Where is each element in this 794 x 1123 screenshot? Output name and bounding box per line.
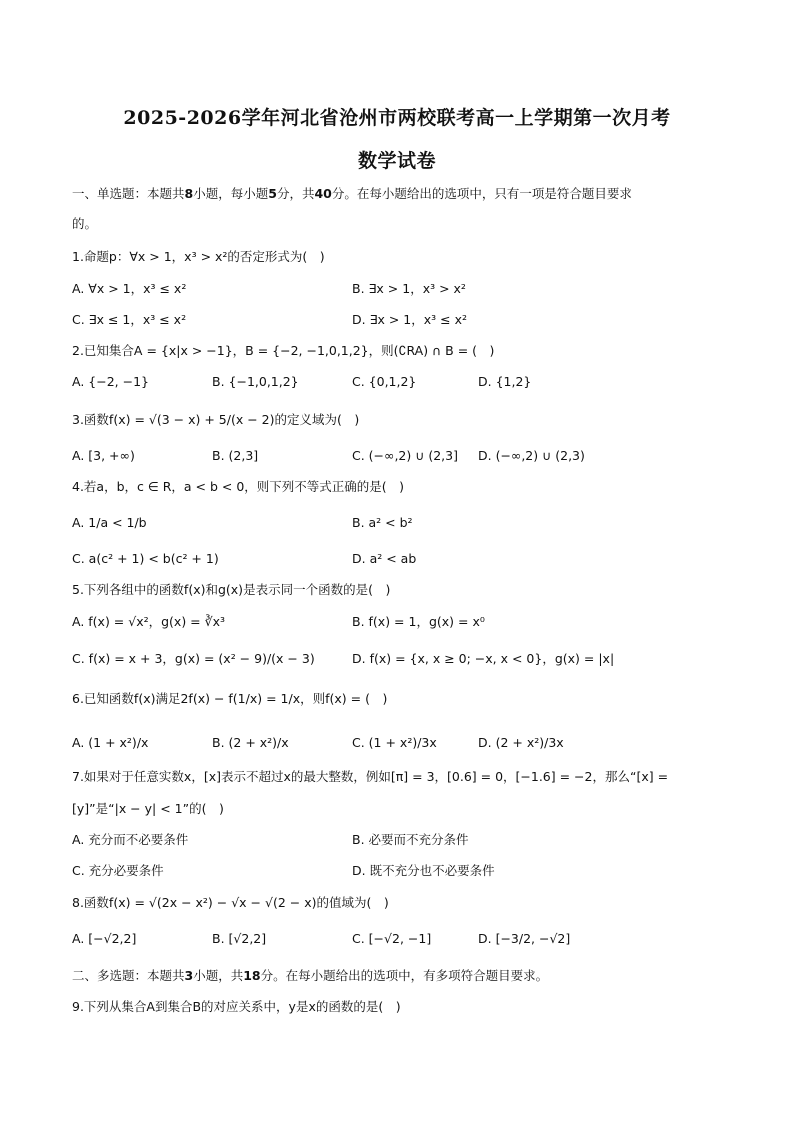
option-d: D. {1,2} [478,374,532,389]
option-c: C. f(x) = x + 3，g(x) = (x² − 9)/(x − 3) [72,651,315,666]
option-a: A. [3, +∞) [72,448,135,463]
option-c: C. [−√2, −1] [352,931,432,946]
question-5-options-row1 [72,612,732,632]
option-a: A. {−2, −1} [72,374,149,389]
option-d: D. a² < ab [352,551,417,566]
question-4-options-row1 [72,513,732,533]
option-b: B. ∃x > 1，x³ > x² [352,281,466,296]
option-b: B. a² < b² [352,515,413,530]
question-7-stem: 7.如果对于任意实数x，[x]表示不超过x的最大整数，例如[π] = 3，[0.6] = 0，[−1.6] = −2，那么“[x] = [72,769,669,784]
option-d: D. ∃x > 1，x³ ≤ x² [352,312,467,327]
question-7-options-row2 [72,861,732,881]
question-8-stem: 8.函数f(x) = √(2x − x²) − √x − √(2 − x)的值域为( ) [72,895,389,910]
option-d: D. [−3/2, −√2] [478,931,571,946]
option-a: A. (1 + x²)/x [72,735,149,750]
section1-heading-cont: 的。 [72,216,98,231]
question-6-stem: 6.已知函数f(x)满足2f(x) − f(1/x) = 1/x，则f(x) = ( ) [72,691,388,706]
option-b: B. f(x) = 1，g(x) = x⁰ [352,614,485,629]
exam-subtitle: 数学试卷 [357,150,436,172]
question-7-options-row1 [72,830,732,850]
question-1-stem: 1.命题p：∀x > 1，x³ > x²的否定形式为( ) [72,249,325,264]
question-6-options [72,733,732,753]
option-a: A. 充分而不必要条件 [72,832,189,847]
option-a: A. [−√2,2] [72,931,137,946]
question-1-options-row1 [72,279,732,299]
question-7-stem-cont: [y]”是“|x − y| < 1”的( ) [72,801,224,816]
option-c: C. (1 + x²)/3x [352,735,437,750]
option-c: C. 充分必要条件 [72,863,164,878]
exam-title: 2025-2026学年河北省沧州市两校联考高一上学期第一次月考 [123,107,671,129]
question-3-options [72,446,732,466]
option-c: C. a(c² + 1) < b(c² + 1) [72,551,219,566]
option-c: C. ∃x ≤ 1，x³ ≤ x² [72,312,187,327]
question-4-options-row2 [72,549,732,569]
option-c: C. (−∞,2) ∪ (2,3] [352,448,458,463]
section1-heading: 一、单选题：本题共8小题，每小题5分，共40分。在每小题给出的选项中，只有一项是符合题目要求 [72,186,632,201]
option-b: B. {−1,0,1,2} [212,374,299,389]
question-2-stem: 2.已知集合A = {x|x > −1}，B = {−2, −1,0,1,2}，则(∁RA) ∩ B = ( ) [72,343,495,358]
option-b: B. 必要而不充分条件 [352,832,469,847]
option-b: B. (2 + x²)/x [212,735,289,750]
option-a: A. 1/a < 1/b [72,515,147,530]
option-b: B. [√2,2] [212,931,267,946]
question-8-options [72,929,732,949]
option-d: D. (2 + x²)/3x [478,735,564,750]
option-b: B. (2,3] [212,448,259,463]
option-d: D. f(x) = {x, x ≥ 0; −x, x < 0}，g(x) = |x| [352,651,615,666]
option-c: C. {0,1,2} [352,374,417,389]
question-2-options [72,372,732,392]
question-4-stem: 4.若a，b，c ∈ R，a < b < 0，则下列不等式正确的是( ) [72,479,405,494]
option-d: D. (−∞,2) ∪ (2,3) [478,448,585,463]
option-d: D. 既不充分也不必要条件 [352,863,495,878]
question-5-stem: 5.下列各组中的函数f(x)和g(x)是表示同一个函数的是( ) [72,582,391,597]
question-3-stem: 3.函数f(x) = √(3 − x) + 5/(x − 2)的定义域为( ) [72,412,360,427]
question-9-stem: 9.下列从集合A到集合B的对应关系中，y是x的函数的是( ) [72,999,401,1014]
option-a: A. ∀x > 1，x³ ≤ x² [72,281,187,296]
option-a: A. f(x) = √x²，g(x) = ∛x³ [72,614,226,629]
question-1-options-row2 [72,310,732,330]
section2-heading: 二、多选题：本题共3小题，共18分。在每小题给出的选项中，有多项符合题目要求。 [72,968,549,983]
question-5-options-row2 [72,649,732,669]
